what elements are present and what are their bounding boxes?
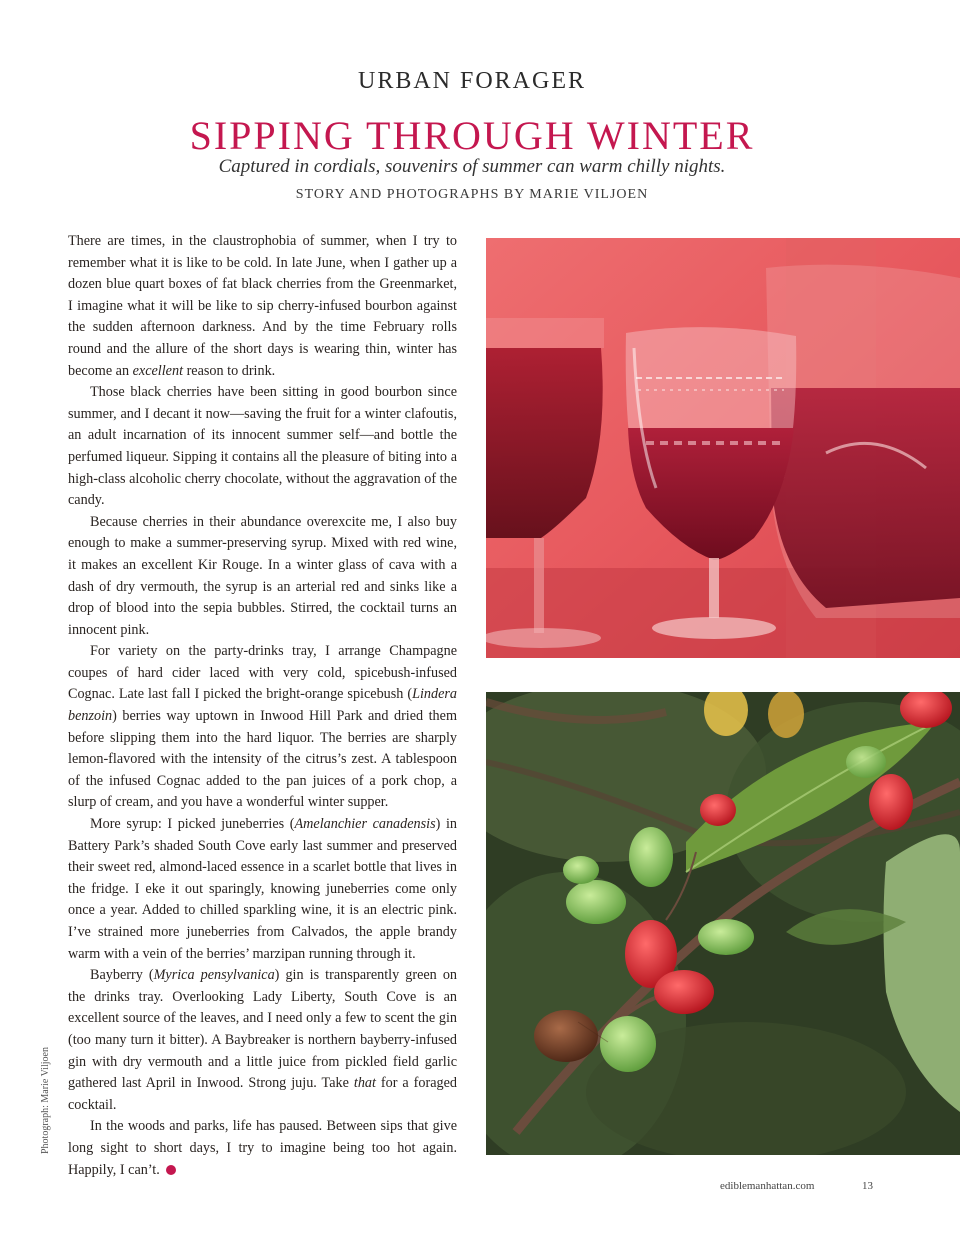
byline: STORY AND PHOTOGRAPHS BY MARIE VILJOEN — [295, 187, 649, 202]
paragraph-6 — [68, 965, 457, 1116]
paragraph-2: Those black cherries have been sitting in good bourbon since summer, and I decant it now—saving the fruit for a winter clafoutis, an adult incarnation of its innocent summer self—and bottle the perfumed liqueur. Sipping it contains all the pleasure of biting into a high-class alcoholic cherry chocolate, without the aggravation of the candy. — [68, 384, 457, 509]
article-body — [68, 231, 457, 1181]
paragraph-7 — [68, 1116, 457, 1181]
photo-credit: Photograph: Marie Viljoen — [40, 1047, 51, 1154]
text-run: More syrup: I picked juneberries ( — [90, 816, 295, 833]
text-run: There are times, in the claustrophobia of summer, when I try to remember what it is like to be cold. In late June, when I gather up a dozen blue quart boxes of fat black cherries from the Greenmarket, I imagine what it will be like to sip cherry-infused bourbon against the sudden afternoon darkness. And by the time February rolls round and the allure of the short days is wearing thin, winter has become an — [68, 233, 457, 379]
latin-name: Lindera benzoin — [68, 686, 457, 725]
latin-name: Amelanchier canadensis — [294, 816, 436, 833]
article-title: SIPPING THROUGH WINTER — [189, 113, 755, 158]
section-label: URBAN FORAGER — [357, 68, 587, 94]
text-run: For variety on the party-drinks tray, I arrange Champagne coupes of hard cider laced with very cold, spicebush-infused Cognac. Late last fall I picked the bright-orange spicebush ( — [68, 643, 457, 703]
text-run: ) berries way uptown in Inwood Hill Park and dried them before slipping them into the hard liquor. The berries are sharply lemon-flavored with the intensity of the citrus’s zest. A tablespoon of the infused Cognac added to the pan juices of a pork chop, a slurp of cream, and you have a wonderful winter supper. — [68, 708, 457, 811]
text-run: reason to drink. — [183, 362, 276, 379]
latin-name: Myrica pensylvanica — [153, 967, 275, 984]
page-number: 13 — [862, 1180, 873, 1192]
paragraph-1 — [68, 231, 457, 382]
text-run: Bayberry ( — [90, 967, 154, 984]
juneberries-photo — [486, 692, 960, 1155]
paragraph-3: Because cherries in their abundance overexcite me, I also buy enough to make a summer-preserving syrup. Mixed with red wine, it makes an excellent Kir Rouge. In a winter glass of cava with a dash of dry vermouth, the syrup is an arterial red and sinks like a drop of blood into the sepia bubbles. Stirred, the cocktail turns an innocent pink. — [68, 513, 457, 638]
paragraph-5 — [68, 814, 457, 965]
text-run: In the woods and parks, life has paused. Between sips that give long sight to short days, I try to imagine being too hot again. Happily, I can’t. — [68, 1118, 457, 1178]
cordial-glasses-photo — [486, 238, 960, 658]
emphasis: that — [353, 1075, 376, 1092]
text-run: for a foraged cocktail. — [68, 1075, 457, 1113]
text-run: ) gin is transparently green on the drinks tray. Overlooking Lady Liberty, South Cove is an excellent source of the leaves, and I need only a few to scent the gin (too many turn it bitter). A Baybreaker is northern bayberry-infused gin with dry vermouth and a little juice from pickled field garlic gathered last April in Inwood. Strong juju. Take — [68, 967, 458, 1092]
footer-website: ediblemanhattan.com — [720, 1180, 815, 1192]
paragraph-4 — [68, 641, 457, 814]
text-run: ) in Battery Park’s shaded South Cove early last summer and preserved their sweet red, almond-laced essence in a scarlet bottle that lives in the fridge. I eke it out sparingly, knowing juneberries come only once a year. Added to chilled sparkling wine, it is an electric pink. I’ve strained more juneberries from Calvados, the apple brandy warm with a vein of the berries’ marzipan running through it. — [68, 816, 457, 962]
end-mark-icon — [166, 1165, 176, 1175]
article-subtitle: Captured in cordials, souvenirs of summer can warm chilly nights. — [218, 156, 726, 177]
emphasis: excellent — [132, 362, 184, 379]
